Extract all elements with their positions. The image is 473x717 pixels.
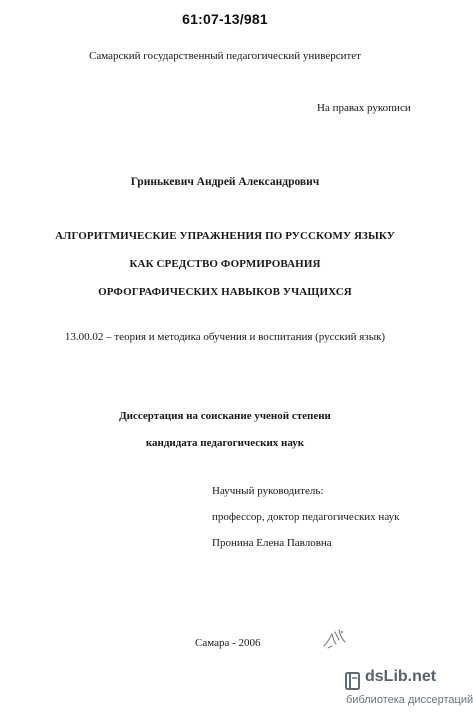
city-year: Самара - 2006 <box>195 637 261 649</box>
watermark-subtitle: библиотека диссертаций <box>346 694 473 706</box>
title-line-3: ОРФОГРАФИЧЕСКИХ НАВЫКОВ УЧАЩИХСЯ <box>98 286 352 298</box>
supervisor-role: Научный руководитель: <box>212 485 324 497</box>
dslib-watermark <box>340 665 473 713</box>
degree-line-2: кандидата педагогических наук <box>145 437 305 449</box>
degree-line-1: Диссертация на соискание ученой степени <box>119 410 331 422</box>
accession-number: 61:07-13/981 <box>182 11 268 27</box>
author-name: Гринькевич Андрей Александрович <box>130 176 320 188</box>
watermark-brand: dsLib.net <box>365 668 437 685</box>
handwritten-mark <box>320 626 350 652</box>
supervisor-rank: профессор, доктор педагогических наук <box>212 511 400 523</box>
book-icon <box>344 671 362 691</box>
university-name: Самарский государственный педагогический университет <box>88 50 361 62</box>
title-line-1: АЛГОРИТМИЧЕСКИЕ УПРАЖНЕНИЯ ПО РУССКОМУ ЯЗЫКУ <box>55 230 395 242</box>
rights-note: На правах рукописи <box>317 102 411 114</box>
supervisor-name: Пронина Елена Павловна <box>212 537 332 549</box>
title-line-2: КАК СРЕДСТВО ФОРМИРОВАНИЯ <box>129 258 321 270</box>
specialty-code: 13.00.02 – теория и методика обучения и воспитания (русский язык) <box>64 331 386 343</box>
